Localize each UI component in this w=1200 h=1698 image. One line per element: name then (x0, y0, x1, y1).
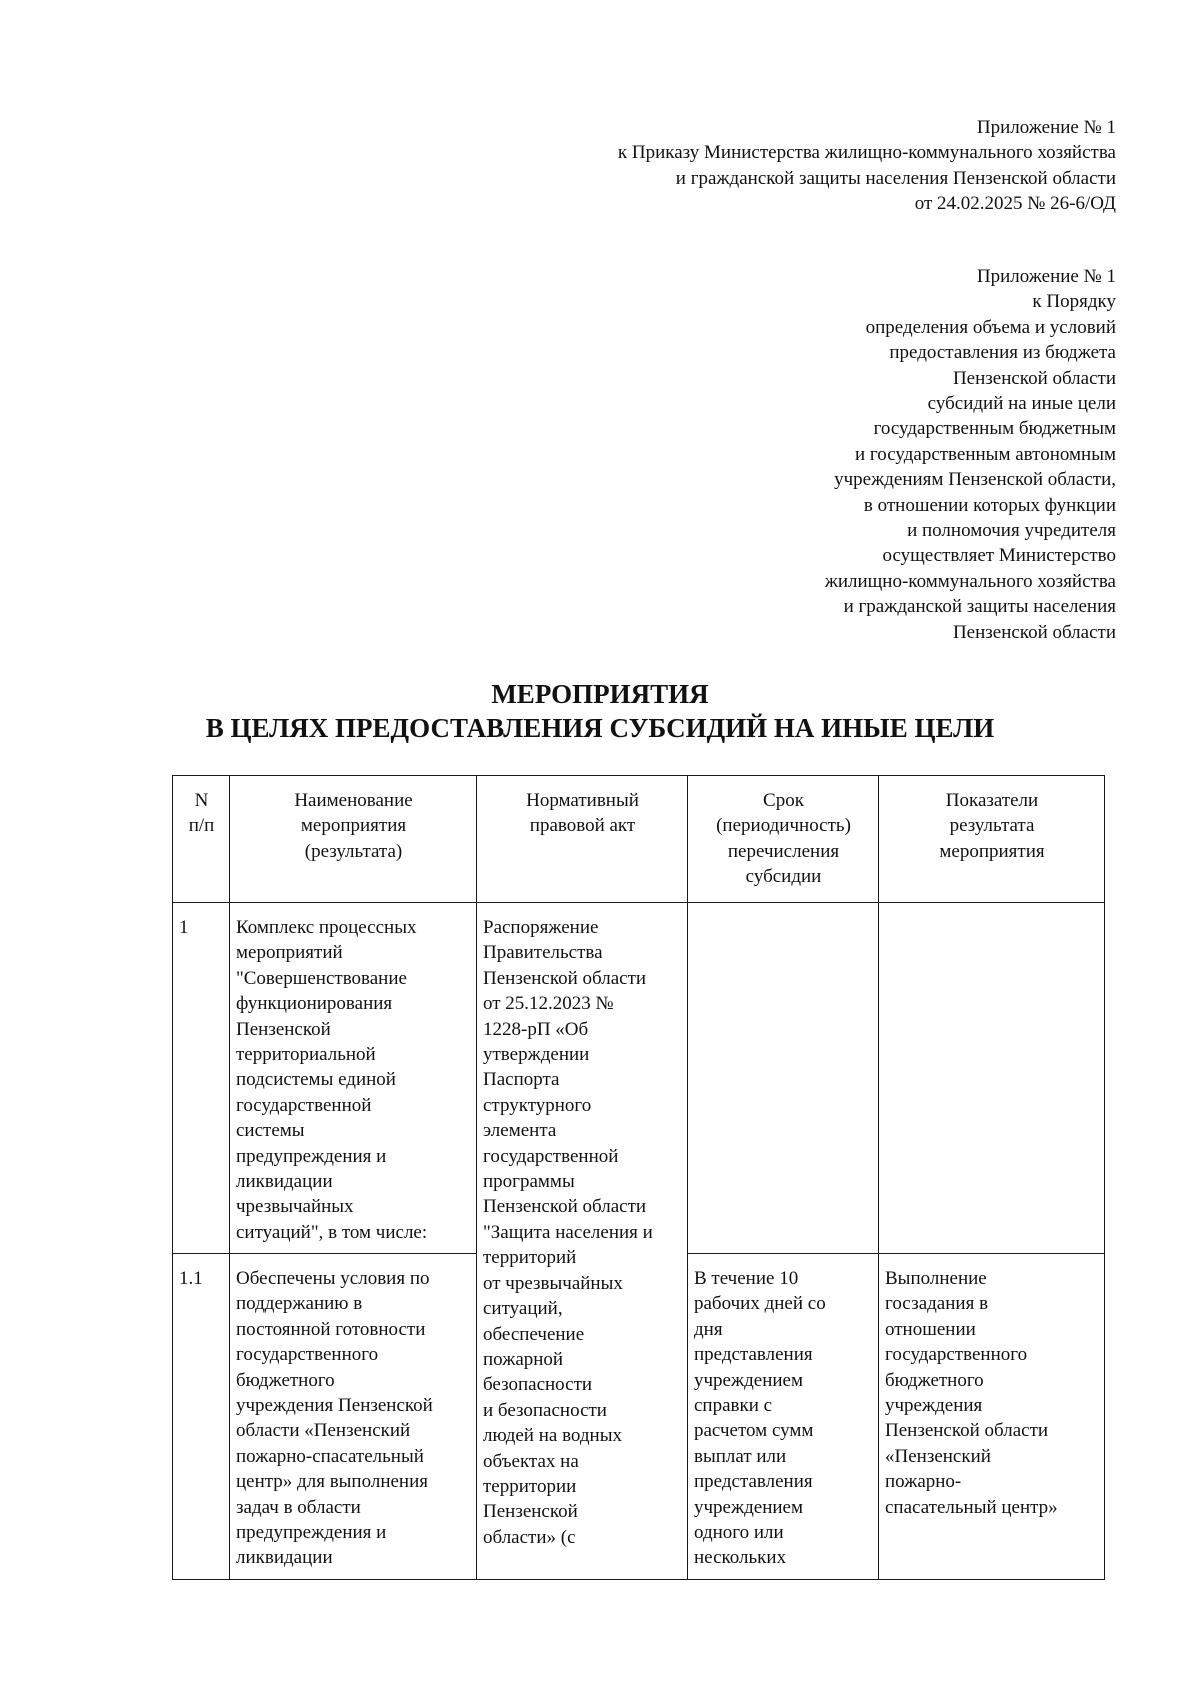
appendix-procedure-block (825, 264, 1116, 645)
appendix-procedure-line: субсидий на иные цели (927, 393, 1116, 415)
appendix-procedure-line: жилищно-коммунального хозяйства (824, 570, 1116, 592)
row-term-cell: В течение 10 рабочих дней со дня представления учреждением справки с расчетом сумм выплат или представления учреждением одного или нескольких (688, 1254, 879, 1580)
row-number-cell: 1.1 (173, 1254, 230, 1580)
appendix-procedure-line: и полномочия учредителя (907, 520, 1116, 542)
appendix-order-line: и гражданской защиты населения Пензенской области (675, 167, 1116, 189)
header-cell-number: N п/п (173, 776, 230, 903)
appendix-order-line: от 24.02.2025 № 26-6/ОД (914, 193, 1116, 215)
header-cell-indicators: Показатели результата мероприятия (879, 776, 1105, 903)
appendix-procedure-line: Пензенской области (952, 621, 1116, 643)
row-number-cell: 1 (173, 903, 230, 1254)
row-indicators-cell: Выполнение госзадания в отношении государственного бюджетного учреждения Пензенской области «Пензенский пожарно- спасательный центр» (879, 1254, 1105, 1580)
table-row (173, 903, 1105, 1254)
appendix-procedure-line: Пензенской области (952, 367, 1116, 389)
row-term-cell (688, 903, 879, 1254)
row-name-cell: Обеспечены условия по поддержанию в постоянной готовности государственного бюджетного учреждения Пензенской области «Пензенский пожарно-спасательный центр» для выполнения задач в области предупреждения и ликвидации (230, 1254, 477, 1580)
appendix-order-line: Приложение № 1 (976, 117, 1116, 138)
row-indicators-cell (879, 903, 1105, 1254)
table-header-row (173, 776, 1105, 903)
document-title-line: В ЦЕЛЯХ ПРЕДОСТАВЛЕНИЯ СУБСИДИЙ НА ИНЫЕ ЦЕЛИ (205, 713, 995, 743)
appendix-procedure-line: Приложение № 1 (976, 266, 1116, 287)
appendix-procedure-line: предоставления из бюджета (889, 342, 1116, 364)
appendix-procedure-line: и гражданской защиты населения (843, 596, 1116, 618)
legal-act-cell: Распоряжение Правительства Пензенской области от 25.12.2023 № 1228-рП «Об утверждении Паспорта структурного элемента государственной программы Пензенской области "Защита населения и территорий от чрезвычайных ситуаций, обеспечение пожарной безопасности и безопасности людей на водных объектах на территории Пензенской области» (с (477, 903, 688, 1580)
appendix-order-block (618, 115, 1116, 217)
appendix-procedure-line: к Порядку (1032, 291, 1116, 313)
appendix-procedure-line: в отношении которых функции (863, 494, 1116, 516)
header-cell-term: Срок (периодичность) перечисления субсидии (688, 776, 879, 903)
document-title-line: МЕРОПРИЯТИЯ (491, 679, 709, 709)
row-name-cell: Комплекс процессных мероприятий "Совершенствование функционирования Пензенской территориальной подсистемы единой государственной системы предупреждения и ликвидации чрезвычайных ситуаций", в том числе: (230, 903, 477, 1254)
header-cell-legal-act: Нормативный правовой акт (477, 776, 688, 903)
appendix-order-line: к Приказу Министерства жилищно-коммунального хозяйства (617, 142, 1116, 164)
appendix-procedure-line: осуществляет Министерство (882, 545, 1116, 567)
appendix-procedure-line: определения объема и условий (865, 316, 1116, 338)
document-title (0, 677, 1200, 745)
measures-table (172, 775, 1105, 1580)
appendix-procedure-line: государственным бюджетным (873, 418, 1116, 440)
appendix-procedure-line: и государственным автономным (855, 443, 1116, 465)
header-cell-name: Наименование мероприятия (результата) (230, 776, 477, 903)
appendix-procedure-line: учреждениям Пензенской области, (834, 469, 1116, 491)
